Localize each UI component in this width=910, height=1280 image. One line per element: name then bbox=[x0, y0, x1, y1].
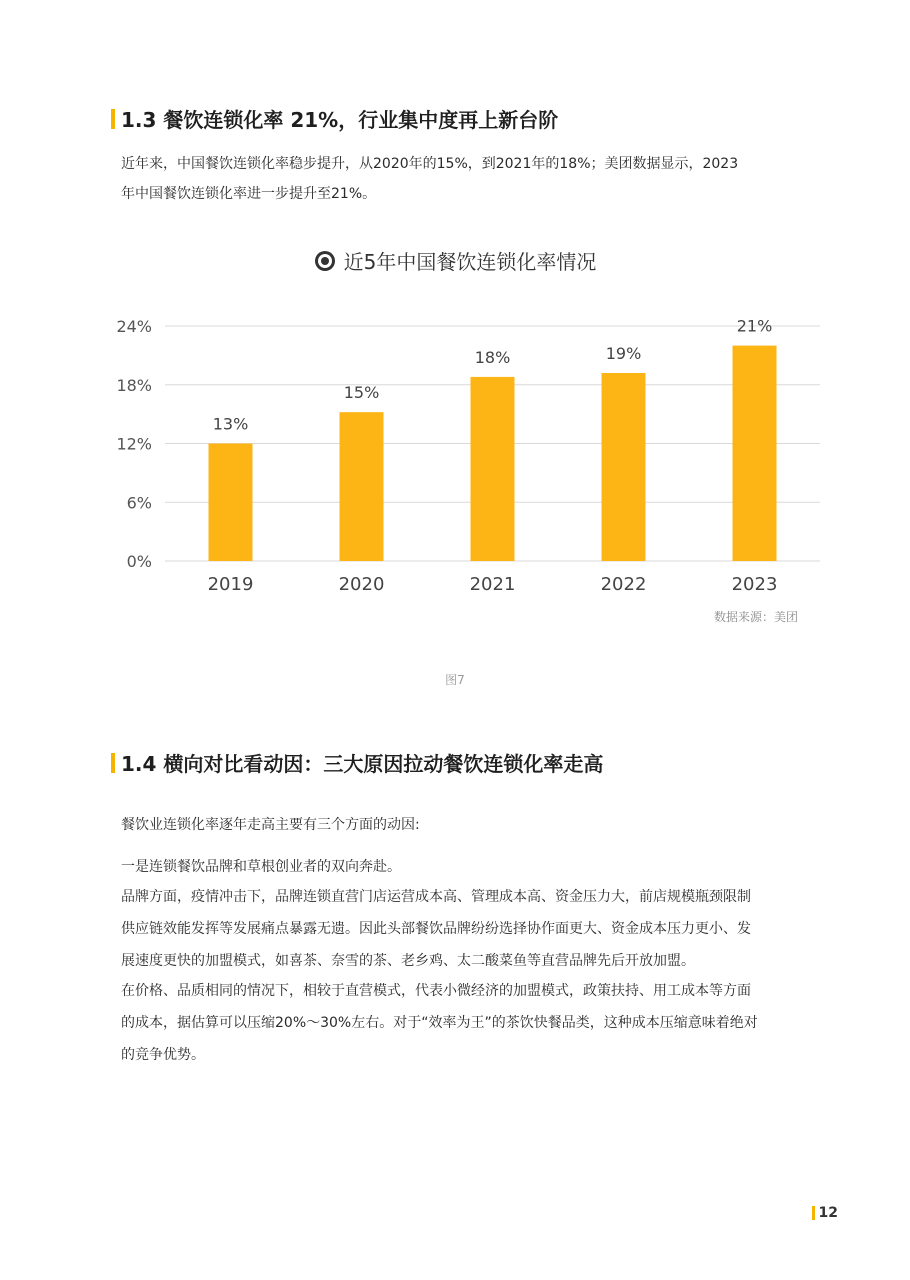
paragraph-line: 供应链效能发挥等发展痛点暴露无遗。因此头部餐饮品牌纷纷选择协作面更大、资金成本压力更小、发 bbox=[121, 921, 751, 937]
page-number bbox=[812, 1205, 838, 1221]
section-heading-1-4 bbox=[111, 748, 603, 777]
section-title-1-4: 1.4 横向对比看动因：三大原因拉动餐饮连锁化率走高 bbox=[121, 752, 604, 776]
paragraph-line: 展速度更快的加盟模式，如喜茶、奈雪的茶、老乡鸡、太二酸菜鱼等直营品牌先后开放加盟。 bbox=[121, 953, 695, 969]
bar bbox=[471, 377, 515, 561]
paragraph-line: 品牌方面，疫情冲击下，品牌连锁直营门店运营成本高、管理成本高、资金压力大，前店规模瓶颈限制 bbox=[121, 889, 751, 905]
page-number-text: 12 bbox=[818, 1205, 838, 1221]
x-tick-label: 2019 bbox=[207, 574, 254, 595]
figure-caption: 图7 bbox=[445, 673, 465, 687]
data-label: 15% bbox=[343, 383, 380, 403]
paragraph-intro: 餐饮业连锁化率逐年走高主要有三个方面的动因: bbox=[121, 817, 420, 833]
data-label: 18% bbox=[474, 347, 511, 367]
heading-accent-bar bbox=[111, 753, 115, 773]
paragraph-point1: 一是连锁餐饮品牌和草根创业者的双向奔赴。 bbox=[121, 859, 401, 875]
x-tick-label: 2023 bbox=[731, 574, 778, 595]
section-title-1-3: 1.3 餐饮连锁化率 21%，行业集中度再上新台阶 bbox=[121, 108, 559, 132]
bar bbox=[209, 444, 253, 562]
bar bbox=[340, 412, 384, 561]
paragraph-1-3-line1: 近年来，中国餐饮连锁化率稳步提升，从2020年的15%，到2021年的18%；美团数据显示，2023 bbox=[121, 156, 739, 172]
bar bbox=[733, 346, 777, 561]
y-tick-label: 6% bbox=[126, 493, 152, 513]
data-label: 19% bbox=[605, 344, 642, 363]
page-accent-bar bbox=[812, 1206, 815, 1220]
paragraph-1-3-line2: 年中国餐饮连锁化率进一步提升至21%。 bbox=[121, 186, 377, 202]
chart-title-text: 近5年中国餐饮连锁化率情况 bbox=[343, 250, 597, 274]
y-tick-label: 12% bbox=[116, 434, 152, 454]
paragraph-line: 在价格、品质相同的情况下，相较于直营模式，代表小微经济的加盟模式，政策扶持、用工成本等方面 bbox=[121, 983, 751, 999]
y-tick-label: 18% bbox=[116, 375, 152, 395]
data-label: 13% bbox=[212, 414, 249, 434]
data-label: 21% bbox=[736, 316, 773, 336]
bar bbox=[602, 373, 646, 561]
paragraph-line: 的成本，据估算可以压缩20%～30%左右。对于“效率为王”的茶饮快餐品类，这种成本压缩意味着绝对 bbox=[121, 1015, 758, 1031]
paragraph-line: 的竞争优势。 bbox=[121, 1047, 205, 1063]
y-tick-label: 24% bbox=[116, 317, 152, 336]
x-tick-label: 2021 bbox=[469, 574, 516, 595]
x-tick-label: 2022 bbox=[600, 574, 647, 595]
x-tick-label: 2020 bbox=[338, 574, 385, 595]
y-tick-label: 0% bbox=[126, 552, 152, 571]
chart-source: 数据来源：美团 bbox=[713, 610, 798, 624]
